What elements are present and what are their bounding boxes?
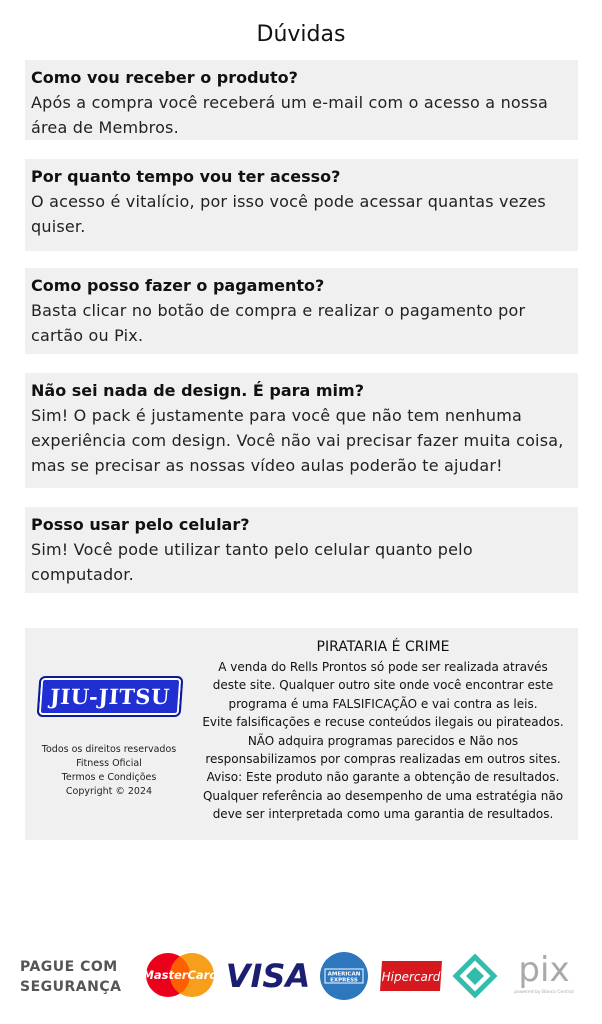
piracy-line: A venda do Rells Prontos só pode ser realizada através (218, 660, 548, 674)
visa-icon (222, 957, 314, 993)
faq-question: Como vou receber o produto? (31, 68, 298, 87)
piracy-notice (195, 638, 571, 824)
amex-label-1: AMERICAN (327, 971, 361, 978)
mastercard-icon (140, 950, 220, 1000)
piracy-text (195, 658, 571, 824)
footer-link-fitness[interactable]: Fitness Oficial (76, 758, 142, 769)
payment-methods (0, 945, 602, 1005)
faq-answer: Sim! O pack é justamente para você que não tem nenhuma experiência com design. Você não vai precisar fazer muita coisa, mas se precisar as nossas vídeo aulas poderão te ajudar! (31, 406, 564, 475)
secure-payment-label: PAGUE COM SEGURANÇA (20, 959, 122, 995)
piracy-title: PIRATARIA É CRIME (316, 639, 450, 655)
piracy-line: Evite falsificações e recuse conteúdos ilegais ou pirateados. (202, 715, 564, 730)
faq-question: Posso usar pelo celular? (31, 515, 250, 534)
piracy-line: deste site. Qualquer outro site onde você encontrar este (212, 678, 554, 693)
hipercard-label: Hipercard (381, 970, 441, 984)
faq-question: Por quanto tempo vou ter acesso? (31, 167, 341, 186)
visa-label: VISA (225, 957, 311, 993)
piracy-line: responsabilizamos por compras realizadas em outros sites. (205, 752, 561, 767)
faq-list (25, 60, 578, 612)
pix-sub-label: powered by Banco Central (514, 990, 574, 995)
faq-item (25, 60, 578, 140)
footer-brand (25, 676, 193, 799)
pix-logo (504, 951, 584, 999)
faq-item (25, 373, 578, 488)
faq-item (25, 507, 578, 593)
faq-answer: Sim! Você pode utilizar tanto pelo celular quanto pelo computador. (31, 540, 473, 584)
amex-label-2: EXPRESS (330, 977, 358, 984)
piracy-line: Aviso: Este produto não garante a obtenção de resultados. (206, 770, 560, 785)
pix-diamond-icon (452, 953, 498, 999)
faq-item (25, 159, 578, 251)
piracy-line: deve ser interpretada como uma garantia de resultados. (212, 807, 554, 822)
faq-item (25, 268, 578, 354)
faq-answer: O acesso é vitalício, por isso você pode acessar quantas vezes quiser. (31, 192, 546, 236)
footer (25, 628, 578, 840)
piracy-line: NÃO adquira programas parecidos e Não nos (247, 733, 519, 748)
piracy-line: Qualquer referência ao desempenho de uma estratégia não (202, 788, 564, 803)
page-title: Dúvidas (256, 22, 346, 47)
faq-answer: Basta clicar no botão de compra e realizar o pagamento por cartão ou Pix. (31, 301, 526, 345)
mastercard-label: MasterCard (142, 968, 218, 982)
hipercard-icon (378, 959, 444, 993)
faq-question: Como posso fazer o pagamento? (31, 276, 325, 295)
brand-logo[interactable]: JIU-JITSU (37, 676, 184, 717)
footer-links (25, 743, 193, 799)
amex-icon (319, 951, 369, 1001)
pix-label: pix (518, 951, 570, 990)
footer-link-terms[interactable]: Termos e Condições (61, 772, 157, 783)
faq-question: Não sei nada de design. É para mim? (31, 381, 364, 400)
footer-copyright: Copyright © 2024 (65, 786, 153, 797)
faq-answer: Após a compra você receberá um e-mail com o acesso a nossa área de Membros. (31, 93, 548, 137)
piracy-line: programa é uma FALSIFICAÇÃO e vai contra as leis. (228, 696, 538, 711)
footer-link-rights: Todos os direitos reservados (41, 744, 177, 755)
